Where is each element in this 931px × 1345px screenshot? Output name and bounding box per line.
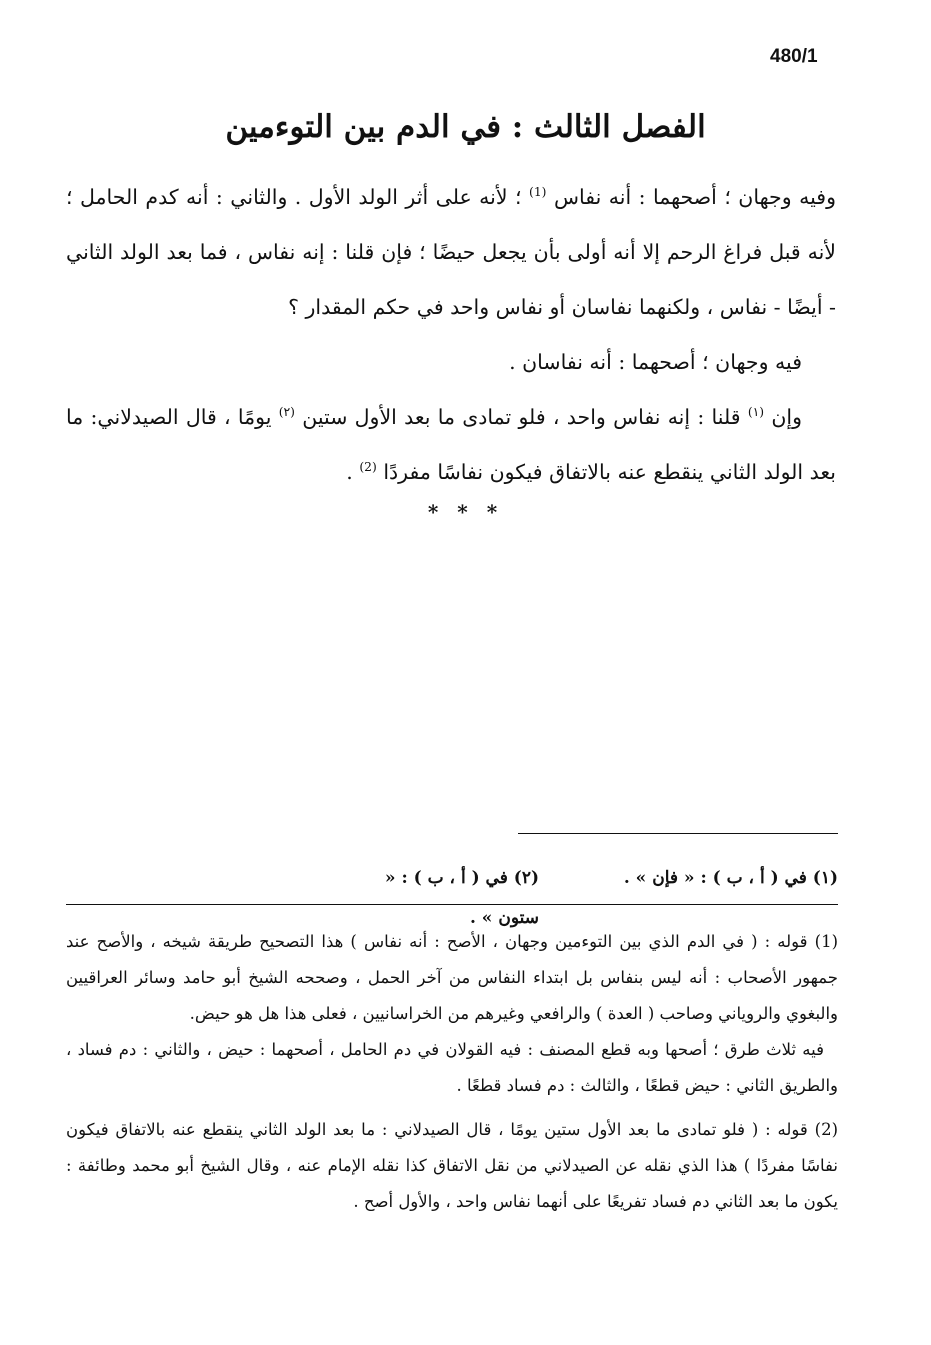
commentary-divider bbox=[66, 904, 838, 905]
footnote-ref: (1) bbox=[529, 185, 547, 200]
apparatus-ref: (٢) bbox=[278, 405, 295, 420]
main-text bbox=[66, 170, 836, 500]
paragraph-2: فيه وجهان ؛ أصحهما : أنه نفاسان . bbox=[509, 350, 802, 374]
commentary-note-1: (1) قوله : ( في الدم الذي بين التوءمين وجهان ، الأصح : أنه نفاس ) هذا التصحيح طريقة شيخه ، والأصح عند جمهور الأصحاب : أنه ليس بنفاس بل ابتداء النفاس من آخر الحمل ، وصححه الشيخ أبو حامد وسائر العراقيين والبغوي والروياني وصاحب ( العدة ) والرافعي وغيرهم من الخراسانيين ، فعلى هذا هل هو حيض. bbox=[66, 932, 838, 1023]
chapter-title: الفصل الثالث : في الدم بين التوءمين bbox=[225, 109, 706, 145]
paragraph-1-cont: ؛ لأنه على أثر الولد الأول . والثاني : أنه كدم الحامل ؛ لأنه قبل فراغ الرحم إلا أنه أولى بأن يجعل حيضًا ؛ فإن قلنا : إنه نفاس ، فما بعد الولد الثاني - أيضًا - نفاس ، ولكنهما نفاسان أو نفاس واحد في حكم المقدار ؟ bbox=[66, 185, 836, 319]
apparatus-note-2: (٢) في ( أ ، ب ) : « ستون » . bbox=[384, 868, 539, 928]
paragraph-3-a: وإن bbox=[771, 405, 802, 429]
apparatus-divider bbox=[518, 833, 838, 834]
paragraph-3 bbox=[66, 390, 836, 500]
commentary-notes bbox=[66, 924, 838, 1220]
paragraph-3-c: يومًا ، قال الصيدلاني: ما بعد الولد الثاني ينقطع عنه بالاتفاق فيكون نفاسًا مفردًا bbox=[66, 405, 836, 484]
section-separator: * * * bbox=[427, 500, 504, 524]
footnote-ref: (2) bbox=[359, 460, 377, 475]
commentary-note-2: (2) قوله : ( فلو تمادى ما بعد الأول ستين يومًا ، قال الصيدلاني : ما بعد الولد الثاني ينقطع عنه بالاتفاق فيكون نفاسًا مفردًا ) هذا الذي نقله عن الصيدلاني من نقل الاتفاق كذا نقله الإمام عنه ، وقال الشيخ أبو محمد وطائفة : يكون ما بعد الثاني دم فساد تفريعًا على أنهما نفاس واحد ، والأول أصح . bbox=[66, 1120, 838, 1211]
apparatus-ref: (١) bbox=[747, 405, 765, 420]
paragraph-1 bbox=[66, 170, 836, 335]
paragraph-3-b: قلنا : إنه نفاس واحد ، فلو تمادى ما بعد الأول ستين bbox=[302, 405, 741, 429]
apparatus-note-1: (١) في ( أ ، ب ) : « فإن » . bbox=[623, 868, 838, 888]
paragraph-1-start: وفيه وجهان ؛ أصحهما : أنه نفاس bbox=[553, 185, 836, 209]
paragraph-3-end: . bbox=[346, 460, 353, 484]
commentary-note-1-cont: فيه ثلاث طرق ؛ أصحها وبه قطع المصنف : فيه القولان في دم الحامل ، أصحهما : حيض ، والثاني : دم فساد ، والطريق الثاني : حيض قطعًا ، والثالث : دم فساد قطعًا . bbox=[66, 1040, 838, 1095]
page-number: 480/1 bbox=[770, 46, 818, 67]
